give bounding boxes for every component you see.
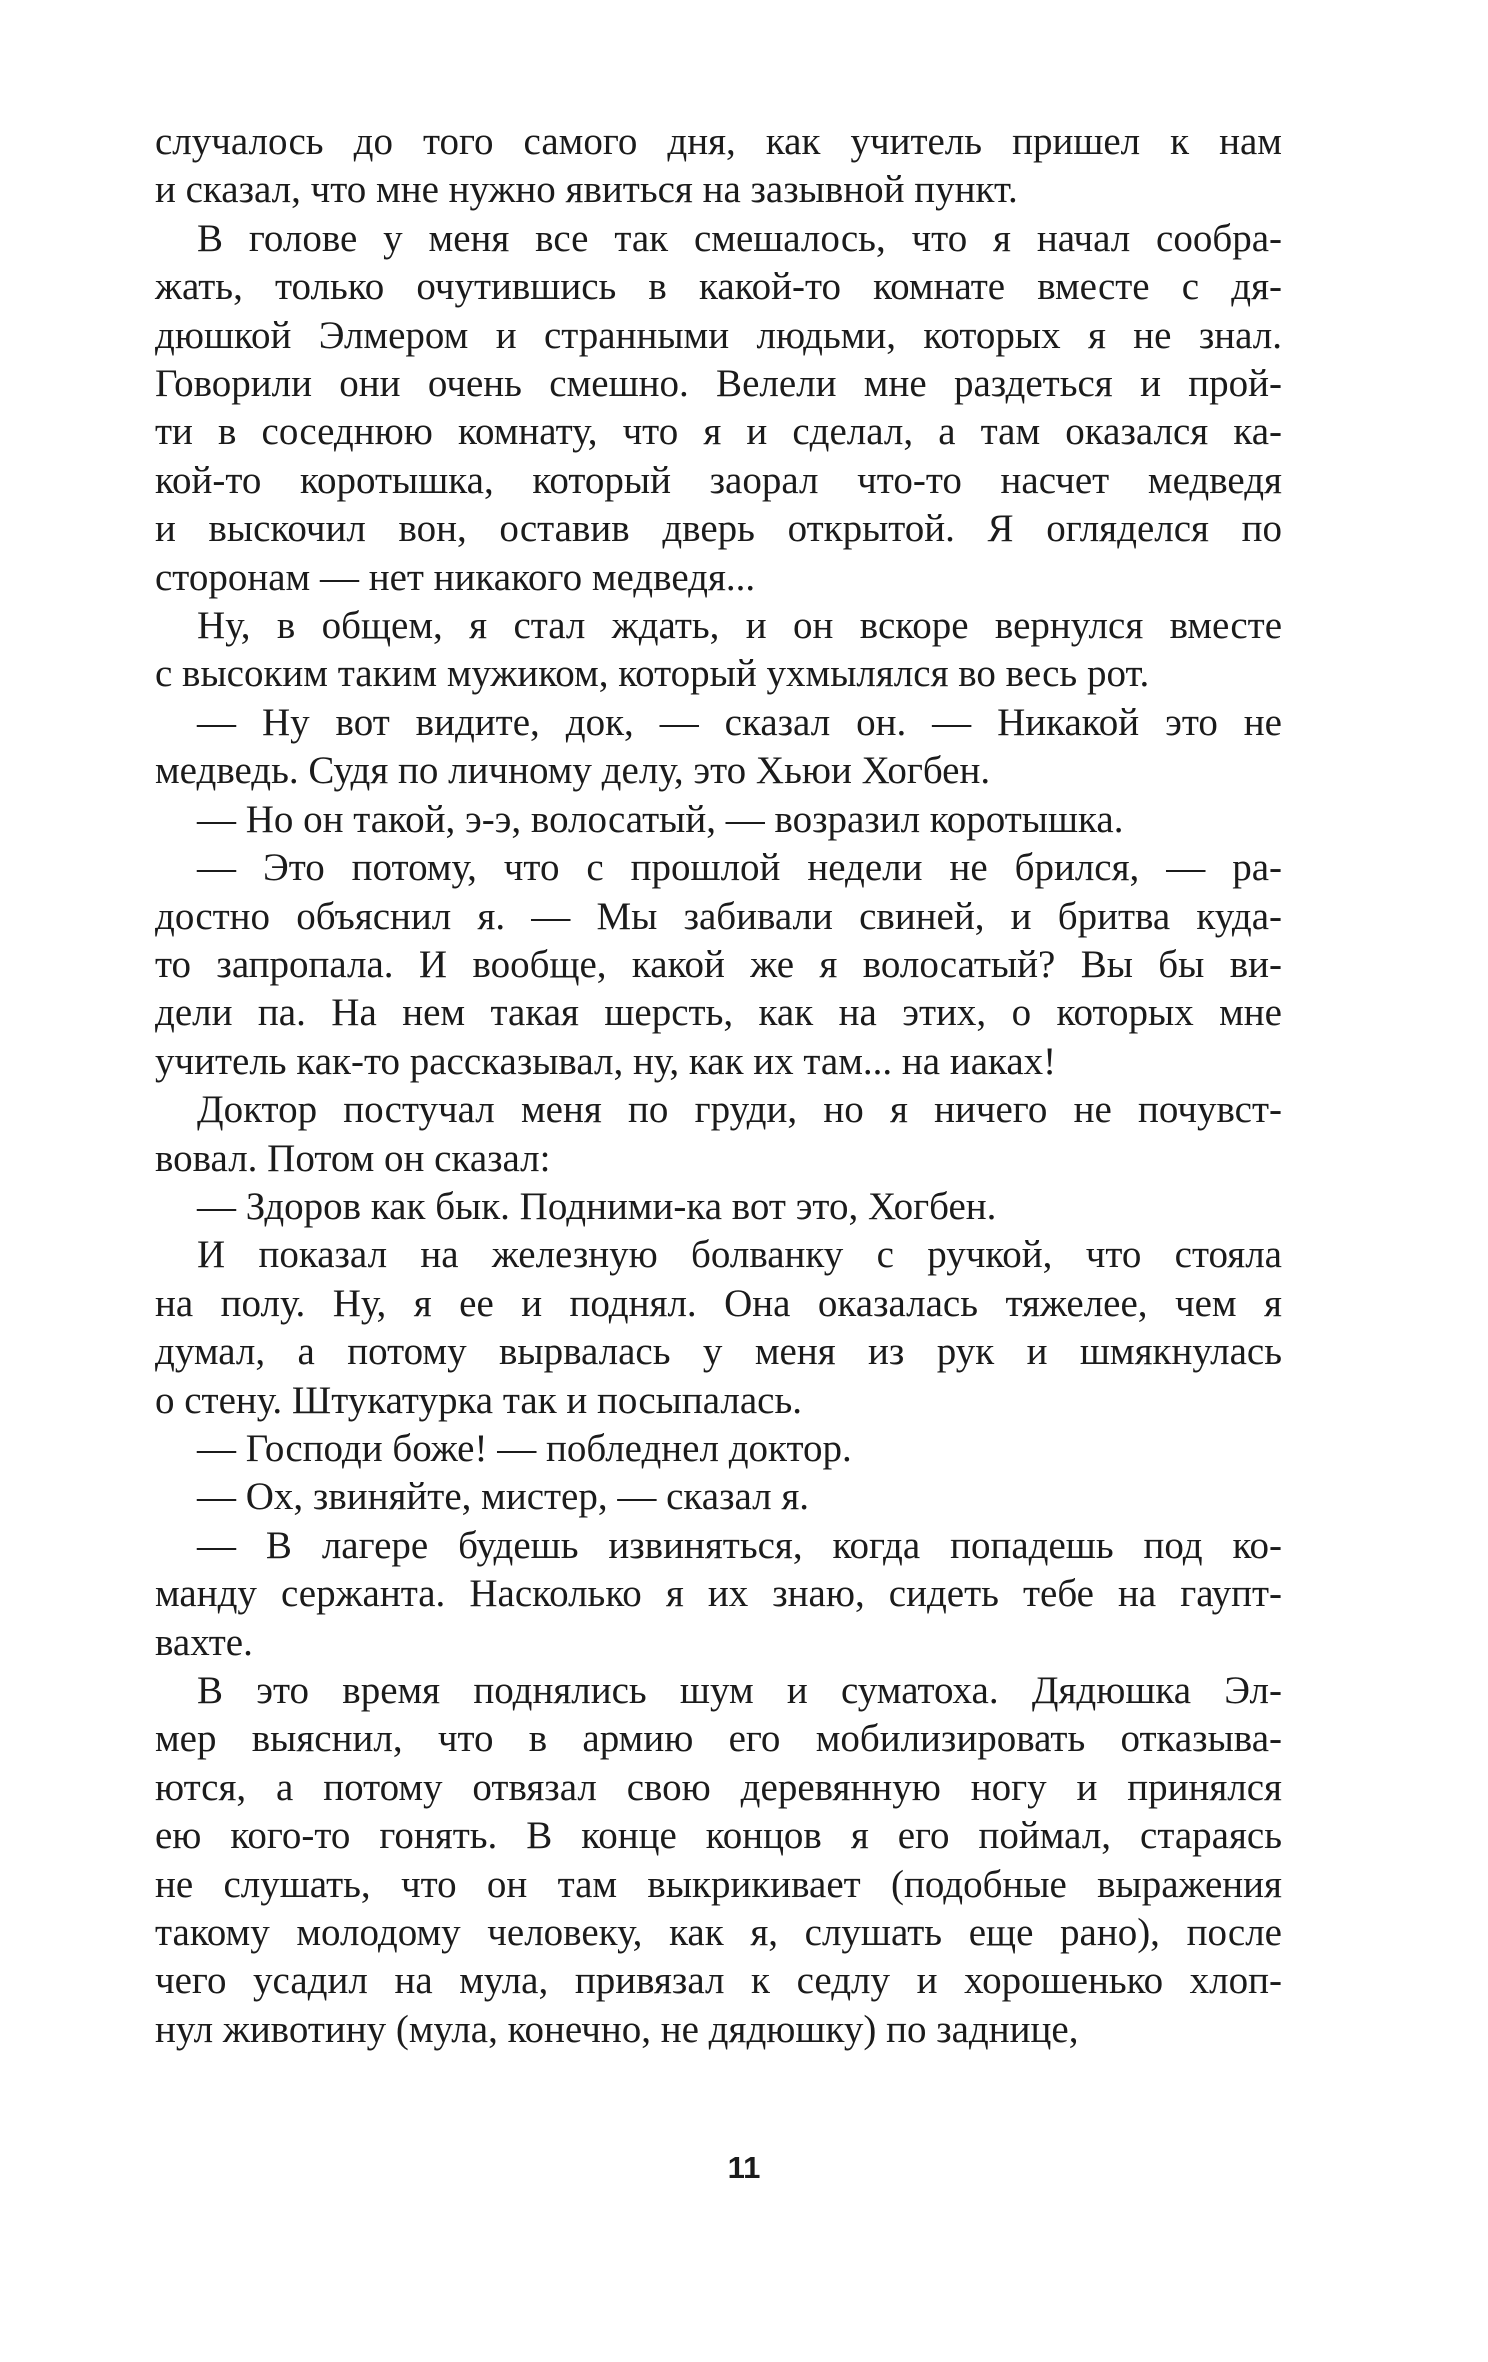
paragraph: [155, 699, 1282, 796]
text-line: — Это потому, что с прошлой недели не брился, — ра-: [197, 846, 1282, 890]
paragraph: [155, 796, 1282, 844]
text-line: то запропала. И вообще, какой же я волосатый? Вы бы ви-: [155, 942, 1282, 986]
text-line: мер выяснил, что в армию его мобилизировать отказыва-: [155, 1717, 1282, 1761]
text-line: о стену. Штукатурка так и посыпалась.: [155, 1378, 803, 1422]
paragraph: [155, 1522, 1282, 1667]
text-line: с высоким таким мужиком, который ухмылялся во весь рот.: [155, 652, 1150, 696]
text-line: чего усадил на мула, привязал к седлу и хорошенько хлоп-: [155, 1959, 1282, 2003]
text-line: манду сержанта. Насколько я их знаю, сидеть тебе на гаупт-: [155, 1572, 1282, 1616]
text-line: и сказал, что мне нужно явиться на зазывной пункт.: [155, 168, 1018, 212]
text-line: ются, а потому отвязал свою деревянную ногу и принялся: [155, 1765, 1282, 1809]
text-line: сторонам — нет никакого медведя...: [155, 555, 756, 599]
text-line: — Но он такой, э-э, волосатый, — возразил коротышка.: [197, 797, 1124, 841]
paragraph: [155, 602, 1282, 699]
text-line: дели па. На нем такая шерсть, как на этих, о которых мне: [155, 991, 1282, 1035]
text-line: достно объяснил я. — Мы забивали свиней, и бритва куда-: [155, 894, 1282, 938]
paragraph: [155, 844, 1282, 1086]
text-line: В это время поднялись шум и суматоха. Дядюшка Эл-: [197, 1669, 1282, 1712]
paragraph: [155, 215, 1282, 602]
paragraph: [155, 1425, 1282, 1473]
text-line: такому молодому человеку, как я, слушать еще рано), после: [155, 1911, 1282, 1955]
text-line: — Ну вот видите, док, — сказал он. — Никакой это не: [197, 700, 1282, 744]
text-line: Говорили они очень смешно. Велели мне раздеться и прой-: [155, 362, 1282, 406]
text-line: — Здоров как бык. Подними-ка вот это, Хогбен.: [197, 1184, 997, 1228]
paragraph: [155, 1473, 1282, 1521]
text-line: — Ох, звиняйте, мистер, — сказал я.: [197, 1475, 810, 1519]
paragraph: [155, 1667, 1282, 2054]
text-line: И показал на железную болванку с ручкой, что стояла: [197, 1233, 1282, 1277]
text-line: не слушать, что он там выкрикивает (подобные выражения: [155, 1862, 1282, 1906]
text-line: случалось до того самого дня, как учитель пришел к нам: [155, 120, 1282, 163]
book-page: [155, 118, 1282, 2338]
text-line: медведь. Судя по личному делу, это Хьюи Хогбен.: [155, 749, 991, 793]
text-line: думал, а потому вырвалась у меня из рук и шмякнулась: [155, 1330, 1282, 1374]
text-line: Доктор постучал меня по груди, но я ничего не почувст-: [197, 1088, 1282, 1132]
text-line: ти в соседнюю комнату, что я и сделал, а там оказался ка-: [155, 410, 1282, 454]
text-line: на полу. Ну, я ее и поднял. Она оказалась тяжелее, чем я: [155, 1281, 1282, 1325]
paragraph: [155, 1231, 1282, 1425]
text-line: нул животину (мула, конечно, не дядюшку) по заднице,: [155, 2007, 1079, 2051]
text-line: кой-то коротышка, который заорал что-то насчет медведя: [155, 458, 1282, 502]
text-line: Ну, в общем, я стал ждать, и он вскоре вернулся вместе: [197, 604, 1282, 648]
text-line: и выскочил вон, оставив дверь открытой. Я огляделся по: [155, 507, 1282, 551]
text-line: дюшкой Элмером и странными людьми, которых я не знал.: [155, 313, 1282, 357]
text-line: — Господи боже! — побледнел доктор.: [197, 1426, 852, 1470]
page-number: 11: [727, 2150, 761, 2185]
text-line: вахте.: [155, 1620, 253, 1664]
text-line: ею кого-то гонять. В конце концов я его поймал, стараясь: [155, 1814, 1282, 1858]
text-line: вовал. Потом он сказал:: [155, 1136, 551, 1180]
text-line: учитель как-то рассказывал, ну, как их там... на иаках!: [155, 1039, 1057, 1083]
paragraph: [155, 1086, 1282, 1183]
text-line: жать, только очутившись в какой-то комнате вместе с дя-: [155, 265, 1282, 309]
text-line: В голове у меня все так смешалось, что я начал сообра-: [197, 216, 1282, 260]
paragraph: [155, 118, 1282, 215]
text-line: — В лагере будешь извиняться, когда попадешь под ко-: [197, 1523, 1282, 1567]
paragraph: [155, 1183, 1282, 1231]
